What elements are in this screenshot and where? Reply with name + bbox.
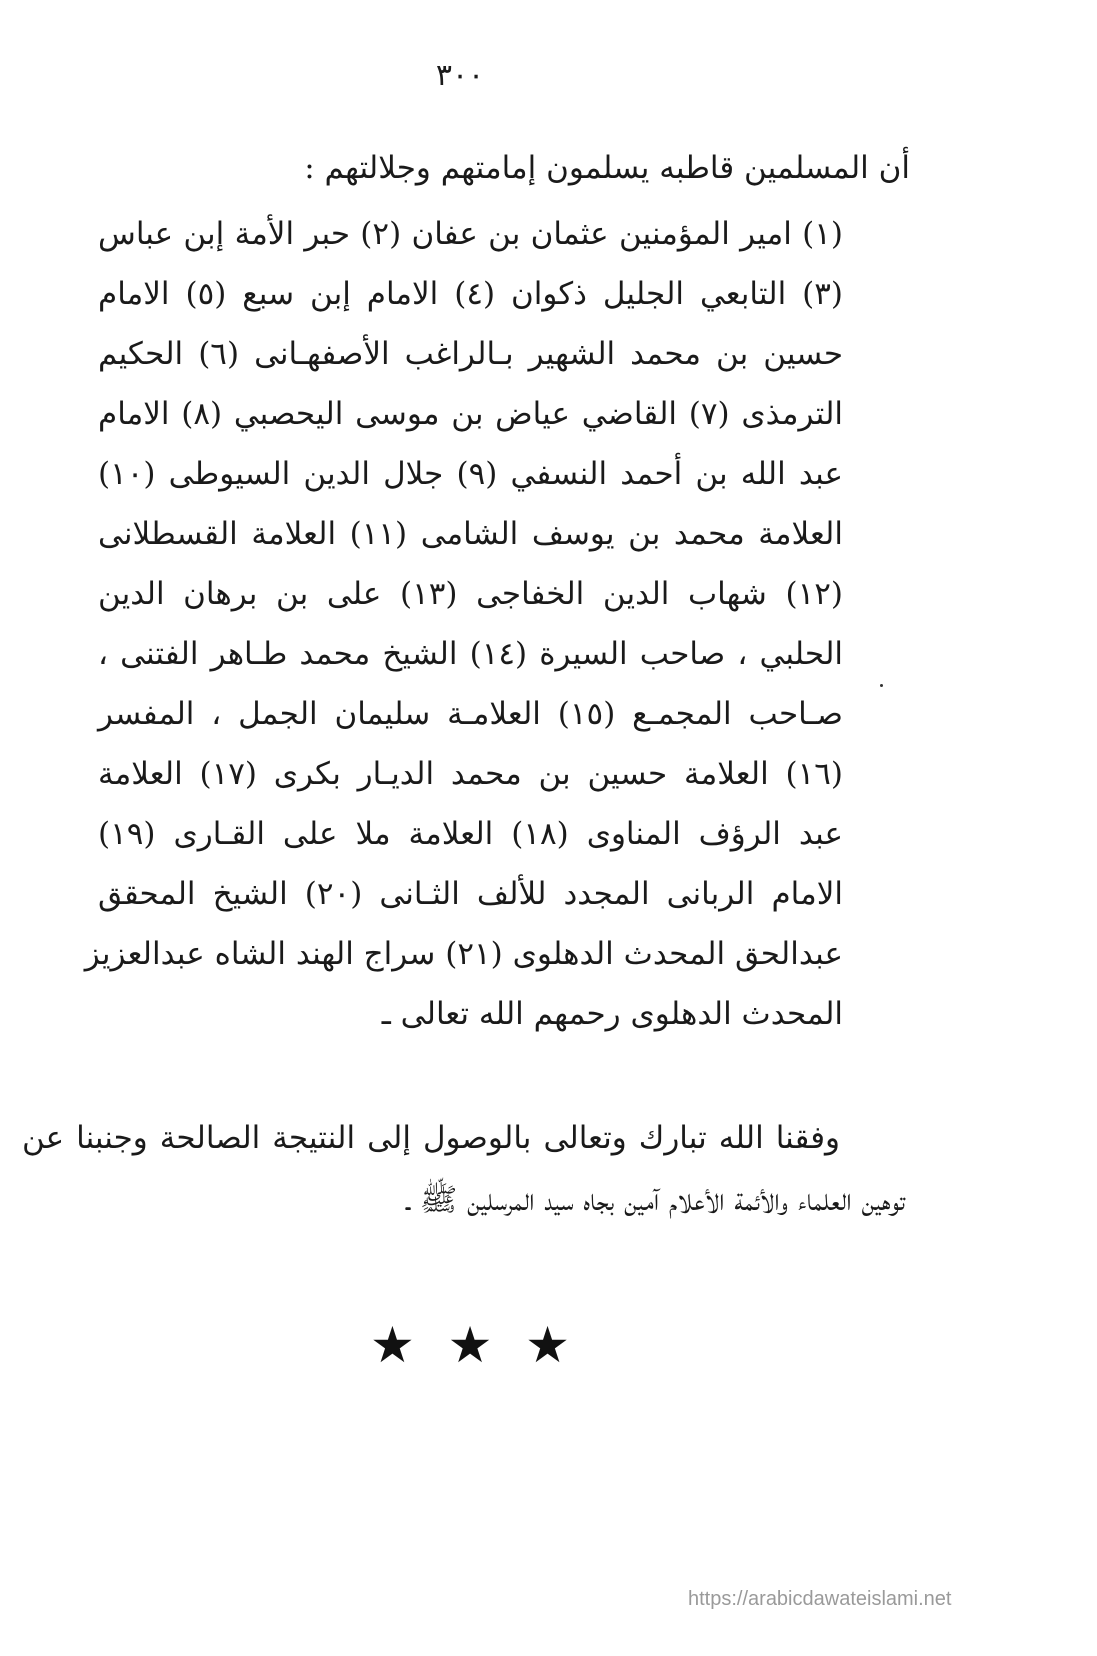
star-icon: ★ [447,1316,493,1374]
names-line: عبد الرؤف المناوى (١٨) العلامة ملا على القـارى (١٩) [98,816,844,852]
closing-line-last: توهين العلماء والأئمة الأعلام آمين بجاه سيد المرسلين ﷺ ـ [406,1182,905,1218]
names-line: عبد الله بن أحمد النسفي (٩) جلال الدين السيوطى (١٠) [98,456,843,492]
names-line: الحلبي ، صاحب السيرة (١٤) الشيخ محمد طـاهر الفتنى ، [98,636,844,672]
names-line: (١) امير المؤمنين عثمان بن عفان (٢) حبر الأمة إبن عباس [98,216,843,252]
names-line: الترمذى (٧) القاضي عياض بن موسى اليحصبي (٨) الامام [98,396,843,432]
watermark-url: https://arabicdawateislami.net [688,1588,952,1610]
star-icon: ★ [525,1316,570,1374]
intro-line: أن المسلمين قاطبه يسلمون إمامتهم وجلالتهم : [304,150,910,186]
page-number: ٣٠٠ [435,58,485,93]
names-line: العلامة محمد بن يوسف الشامى (١١) العلامة القسطلانى [98,516,843,552]
names-line: (٣) التابعي الجليل ذكوان (٤) الامام إبن سبع (٥) الامام [98,276,844,312]
ink-speck [880,684,883,687]
closing-line: وفقنا الله تبارك وتعالى بالوصول إلى النتيجة الصالحة وجنبنا عن [22,1120,840,1156]
names-line: عبدالحق المحدث الدهلوى (٢١) سراج الهند الشاه عبدالعزيز [84,936,843,972]
names-line: صـاحب المجمـع (١٥) العلامـة سليمان الجمل ، المفسر [98,696,843,732]
star-ornament [370,1315,570,1375]
names-line: (١٦) العلامة حسين بن محمد الديـار بكرى (١٧) العلامة [98,756,844,792]
names-line: الامام الربانى المجدد للألف الثـانى (٢٠) الشيخ المحقق [98,876,844,912]
names-line: حسين بن محمد الشهير بـالراغب الأصفهـانى (٦) الحكيم [98,336,843,372]
names-line-last: المحدث الدهلوى رحمهم الله تعالى ـ [381,996,843,1032]
star-icon: ★ [370,1316,415,1374]
names-line: (١٢) شهاب الدين الخفاجى (١٣) على بن برهان الدين [98,576,843,612]
